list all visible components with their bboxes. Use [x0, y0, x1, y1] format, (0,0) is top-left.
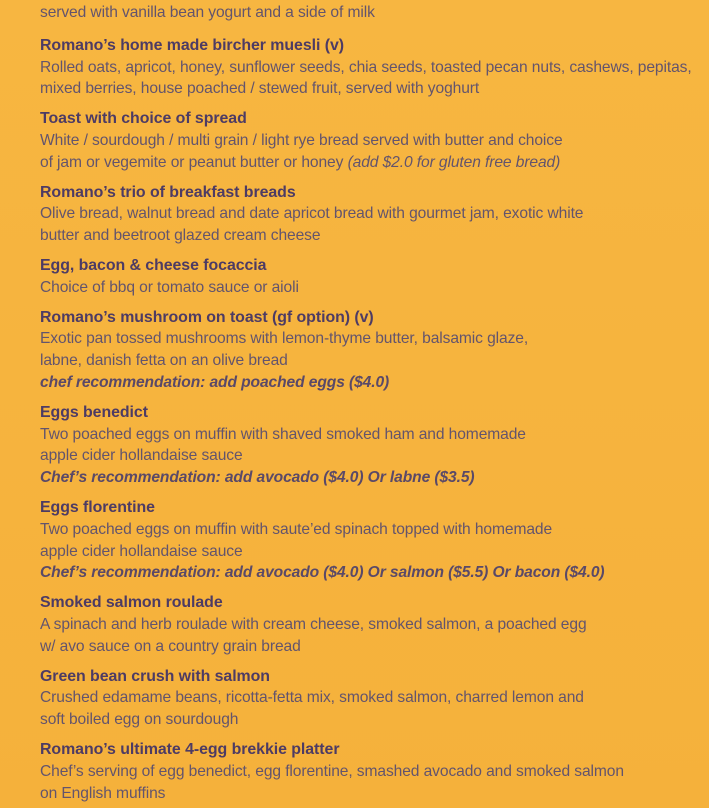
menu-item-title: Egg, bacon & cheese focaccia: [40, 256, 267, 274]
menu-item-description-text: of jam or vegemite or peanut butter or honey: [40, 153, 344, 171]
gluten-free-note: (add $2.0 for gluten free bread): [347, 153, 561, 171]
menu-item-eggs-florentine: [40, 497, 709, 584]
menu-item-title: Eggs florentine: [40, 498, 155, 516]
menu-item-description-line: White / sourdough / multi grain / light rye bread served with butter and choice: [40, 131, 563, 149]
chef-recommendation: Chef’s recommendation: add avocado ($4.0) Or labne ($3.5): [40, 469, 475, 487]
menu-item-description-line: Olive bread, walnut bread and date apricot bread with gourmet jam, exotic white: [40, 205, 584, 223]
menu-item-description-line: A spinach and herb roulade with cream cheese, smoked salmon, a poached egg: [40, 615, 587, 633]
menu-item-description-line: on English muffins: [40, 784, 166, 802]
menu-item-description-line: w/ avo sauce on a country grain bread: [40, 637, 301, 655]
menu-item-description-line: Chef’s serving of egg benedict, egg florentine, smashed avocado and smoked salmon: [40, 762, 624, 780]
menu-item-toast: [40, 108, 709, 173]
menu-item-title: Romano’s ultimate 4-egg brekkie platter: [40, 740, 340, 758]
previous-item-description: served with vanilla bean yogurt and a side of milk: [40, 4, 375, 21]
menu-item-eggs-benedict: [40, 402, 709, 489]
menu-item-description-line: Exotic pan tossed mushrooms with lemon-thyme butter, balsamic glaze,: [40, 330, 529, 348]
menu-item-description-line: labne, danish fetta on an olive bread: [40, 352, 288, 370]
chef-recommendation: chef recommendation: add poached eggs ($4.0): [40, 373, 390, 391]
menu-item-description-line: Choice of bbq or tomato sauce or aioli: [40, 278, 299, 296]
menu-item-breakfast-breads: [40, 182, 709, 247]
menu-item-title: Smoked salmon roulade: [40, 594, 223, 612]
menu-item-salmon-roulade: [40, 592, 709, 657]
menu-item-bircher-muesli: [40, 35, 709, 100]
menu-item-title: Romano’s mushroom on toast (gf option) (v): [40, 308, 374, 326]
menu-item-description-line: mixed berries, house poached / stewed fruit, served with yoghurt: [40, 80, 480, 98]
chef-recommendation: Chef’s recommendation: add avocado ($4.0) Or salmon ($5.5) Or bacon ($4.0): [40, 564, 605, 582]
menu-item-title: Romano’s trio of breakfast breads: [40, 183, 296, 201]
menu-item-title: Green bean crush with salmon: [40, 667, 270, 685]
menu-item-description-line: Two poached eggs on muffin with shaved smoked ham and homemade: [40, 425, 526, 443]
menu-item-mushroom-toast: [40, 307, 709, 394]
menu-item-green-bean-crush: [40, 666, 709, 731]
menu-item-focaccia: [40, 255, 709, 299]
menu-item-title: Toast with choice of spread: [40, 110, 247, 128]
menu-item-description-line: Crushed edamame beans, ricotta-fetta mix, smoked salmon, charred lemon and: [40, 689, 584, 707]
menu-item-description-line: Two poached eggs on muffin with saute’ed spinach topped with homemade: [40, 520, 553, 538]
menu-item-title: Romano’s home made bircher muesli (v): [40, 36, 344, 54]
menu-item-description-line: butter and beetroot glazed cream cheese: [40, 227, 321, 245]
menu-item-description-line: soft boiled egg on sourdough: [40, 711, 239, 729]
menu-item-description-line: apple cider hollandaise sauce: [40, 447, 243, 465]
menu-item-brekkie-platter: [40, 739, 709, 804]
menu-item-title: Eggs benedict: [40, 403, 148, 421]
menu-item-description-line: apple cider hollandaise sauce: [40, 542, 243, 560]
menu-item-description-line: Rolled oats, apricot, honey, sunflower seeds, chia seeds, toasted pecan nuts, cashews, pepitas,: [40, 58, 692, 76]
menu-item-description-line-with-note: [40, 152, 709, 174]
